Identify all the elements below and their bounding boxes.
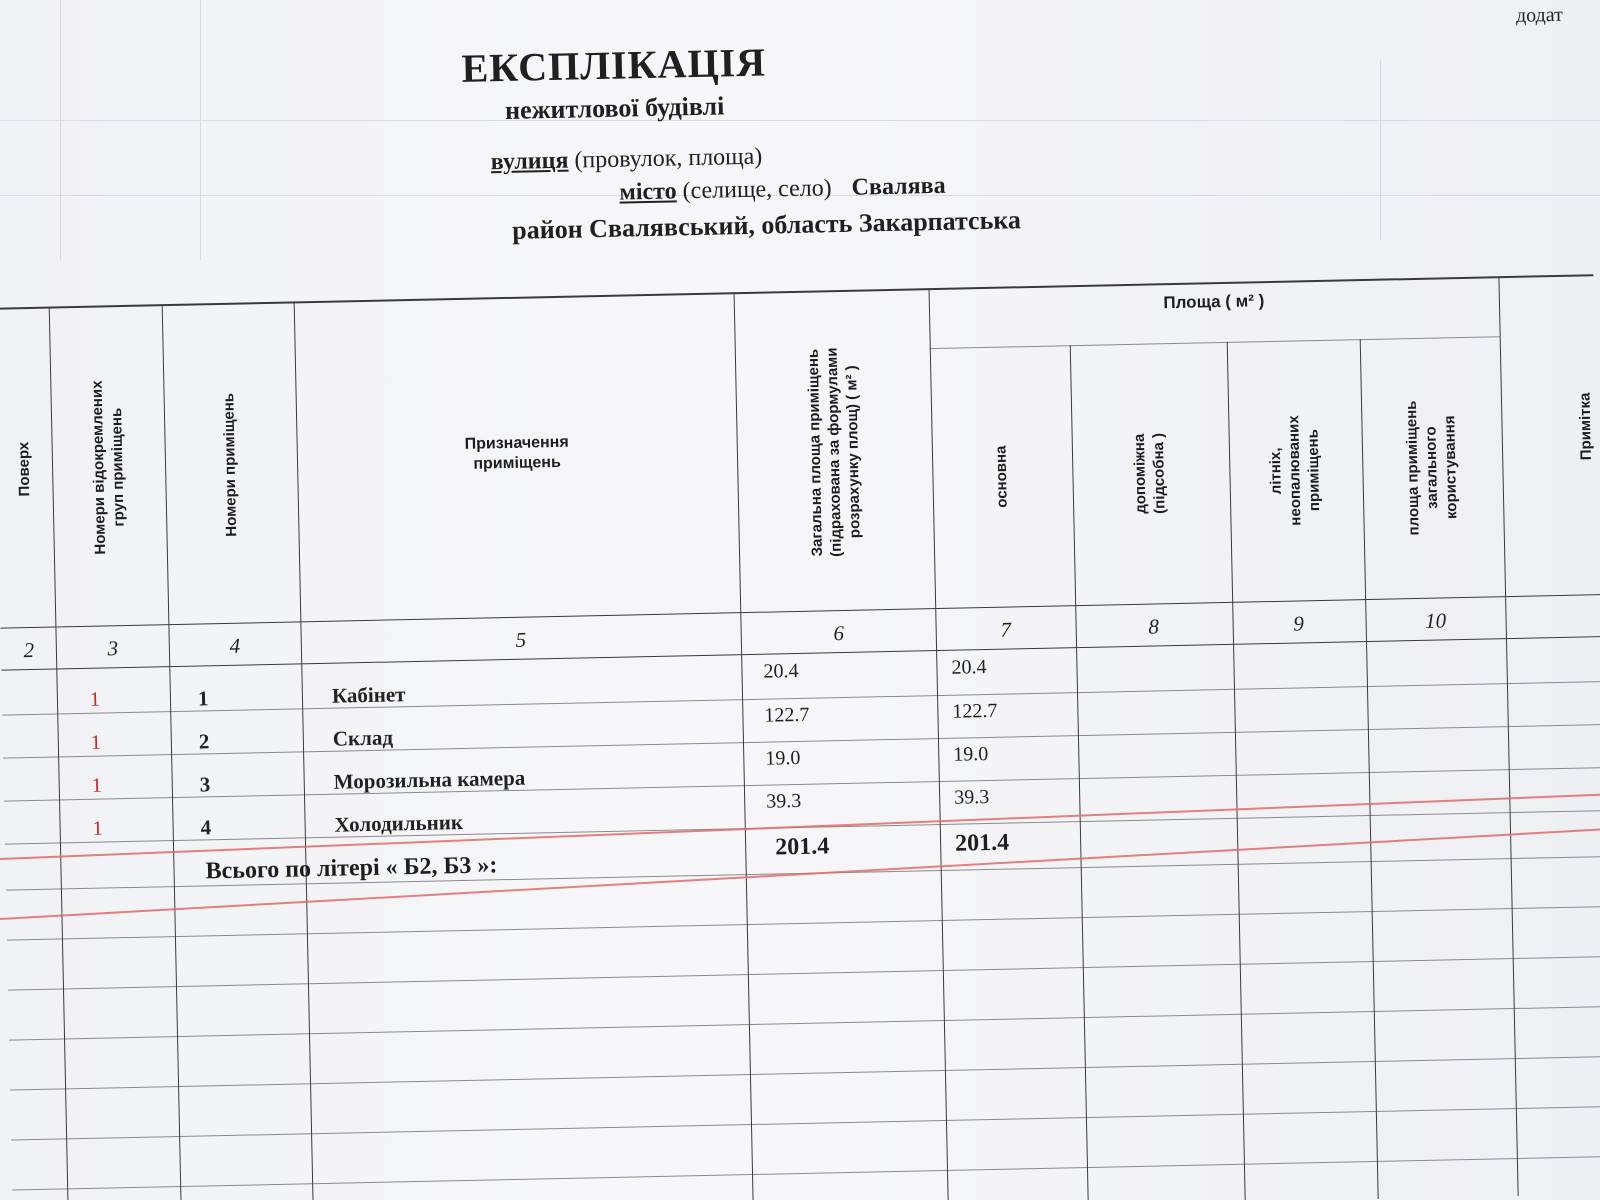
column-divider	[929, 288, 949, 1200]
document-subtitle: нежитлової будівлі	[504, 91, 725, 125]
group-number: 1	[91, 774, 102, 797]
header-group-numbers: Номери відокремлених груп приміщень	[88, 380, 128, 555]
row-divider	[8, 956, 1600, 991]
column-number: 9	[1293, 611, 1305, 636]
row-divider	[11, 1106, 1600, 1141]
corner-note: додат	[1515, 3, 1564, 27]
column-number: 8	[1148, 614, 1160, 639]
header-auxiliary: допоміжна (підсобна )	[1130, 432, 1169, 514]
column-divider	[1360, 339, 1379, 1199]
column-divider	[162, 304, 182, 1200]
row-divider	[3, 724, 1600, 759]
main-area-value: 39.3	[953, 785, 990, 809]
row-divider	[10, 1056, 1600, 1091]
room-purpose: Морозильна камера	[333, 765, 526, 794]
total-area-value: 122.7	[764, 703, 810, 727]
header-common: площа приміщень загального користування	[1402, 400, 1460, 536]
group-number: 1	[92, 817, 103, 840]
column-number: 4	[229, 633, 241, 658]
room-number: 2	[198, 729, 210, 754]
column-number: 2	[23, 637, 35, 663]
column-number: 3	[107, 636, 119, 661]
group-number: 1	[89, 688, 101, 711]
header-room-numbers: Номери приміщень	[220, 392, 241, 537]
city-label: місто	[619, 178, 677, 206]
column-divider	[1070, 345, 1089, 1200]
row-divider	[12, 1156, 1600, 1191]
column-number: 10	[1424, 608, 1447, 633]
header-remark: Примітка	[1576, 392, 1595, 461]
city-hint: (селище, село)	[682, 175, 832, 205]
room-purpose: Кабінет	[331, 682, 406, 708]
main-area-value: 20.4	[951, 656, 987, 679]
header-bottom-border	[0, 594, 1600, 629]
header-summer: літніх, неопалюваних приміщень	[1266, 415, 1323, 526]
table-top-border	[0, 274, 1593, 310]
group-number: 1	[90, 731, 102, 754]
header-main: основна	[992, 445, 1011, 508]
district-line: район Свалявський, область Закарпатська	[511, 205, 1022, 245]
city-line	[619, 173, 946, 207]
number-row-border	[1, 633, 1600, 671]
column-number: 6	[833, 620, 845, 646]
total-area-value: 19.0	[765, 746, 801, 770]
area-group-divider	[930, 336, 1500, 349]
street-label: вулиця	[490, 147, 569, 176]
room-number: 1	[197, 686, 209, 711]
street-line	[491, 144, 763, 177]
column-number: 5	[515, 627, 527, 652]
header-total-area: Загальна площа приміщень (підрахована за формулами розрахунку площ) ( м² )	[804, 347, 864, 558]
column-divider	[734, 292, 754, 1200]
street-hint: (провулок, площа)	[574, 143, 763, 174]
main-area-value: 122.7	[952, 699, 998, 723]
total-area-value: 39.3	[766, 789, 802, 813]
column-divider	[1227, 342, 1246, 1200]
row-divider	[4, 767, 1600, 802]
total-area-sum: 201.4	[774, 833, 830, 861]
room-number: 3	[199, 772, 211, 797]
header-purpose: Призначення приміщень	[464, 433, 569, 473]
room-number: 4	[200, 815, 212, 840]
header-area-group: Площа ( м² )	[1163, 291, 1265, 313]
main-area-value: 19.0	[953, 742, 989, 766]
city-value: Свалява	[851, 172, 946, 201]
document-title: ЕКСПЛІКАЦІЯ	[461, 39, 767, 91]
main-area-sum: 201.4	[954, 829, 1010, 857]
row-divider	[9, 1006, 1600, 1041]
room-purpose: Склад	[332, 725, 394, 751]
total-label: Всього по літері « Б2, Б3 »:	[205, 852, 498, 885]
column-number: 7	[1000, 617, 1012, 642]
room-purpose: Холодильник	[334, 810, 464, 837]
column-divider	[49, 307, 69, 1200]
total-area-value: 20.4	[763, 659, 799, 683]
header-floor: Поверх	[15, 441, 34, 497]
row-divider	[7, 906, 1600, 941]
